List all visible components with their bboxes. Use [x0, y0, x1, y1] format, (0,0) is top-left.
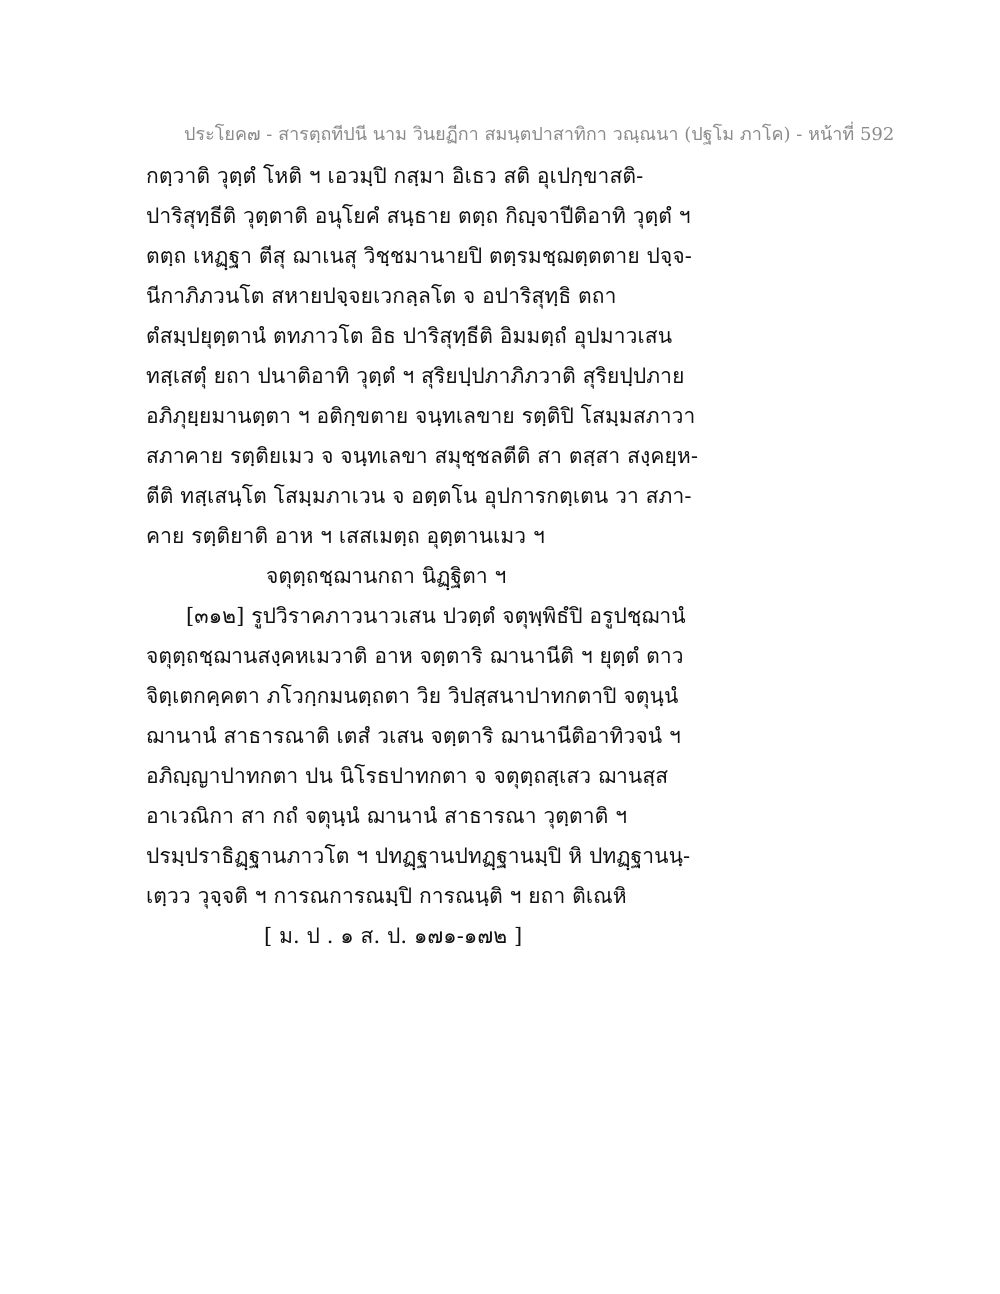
citation-reference: [ ม. ป . ๑ ส. ป. ๑๗๑-๑๗๒ ]	[264, 924, 523, 948]
paragraph-line: อภิญฺญาปาทกตา ปน นิโรธปาทกตา จ จตุตฺถสฺเสว ฌานสฺส	[146, 764, 669, 788]
section-heading: จตุตฺถชฺฌานกถา นิฏฺฐิตา ฯ	[266, 564, 507, 588]
text-line: ตีติ ทสฺเสนฺโต โสมฺมภาเวน จ อตฺตโน อุปการกตฺเตน วา สภา-	[146, 484, 692, 508]
paragraph-line: จิตฺเตกคฺคตา ภโวกฺกมนตฺถตา วิย วิปสฺสนาปาทกตาปิ จตุนฺนํ	[146, 684, 679, 708]
text-line: คาย รตฺติยาติ อาห ฯ เสสเมตฺถ อุตฺตานเมว ฯ	[146, 524, 545, 548]
text-line: สภาคาย รตฺติยเมว จ จนฺทเลขา สมุชฺชลตีติ สา ตสฺสา สงฺคยฺห-	[146, 444, 699, 468]
running-header: ประโยค๗ - สารตฺถทีปนี นาม วินยฏีกา สมนฺตปาสาทิกา วณฺณนา (ปฐโม ภาโค) - หน้าที่ 592	[184, 124, 895, 145]
text-line: นีกาภิภวนโต สหายปจฺจยเวกลฺลโต จ อปาริสุทฺธิ ตถา	[146, 284, 617, 308]
paragraph-line: เตฺวว วุจฺจติ ฯ การณการณมฺปิ การณนฺติ ฯ ยถา ติเณหิ	[146, 884, 627, 908]
text-line: อภิภุยฺยมานตฺตา ฯ อติกฺขตาย จนฺทเลขาย รตฺติปิ โสมฺมสภาวา	[146, 404, 696, 428]
paragraph-line: อาเวณิกา สา กถํ จตุนฺนํ ฌานานํ สาธารณา วุตฺตาติ ฯ	[146, 804, 628, 828]
paragraph-line: [๓๑๒] รูปวิราคภาวนาวเสน ปวตฺตํ จตุพฺพิธํปิ อรูปชฺฌานํ	[186, 604, 686, 628]
paragraph-line: ปรมฺปราธิฏฺฐานภาวโต ฯ ปทฏฺฐานปทฏฺฐานมฺปิ หิ ปทฏฺฐานนฺ-	[146, 844, 691, 868]
paragraph-line: จตุตฺถชฺฌานสงฺคหเมวาติ อาห จตฺตาริ ฌานานีติ ฯ ยุตฺตํ ตาว	[146, 644, 684, 668]
text-line: ตตฺถ เหฏฺฐา ตีสุ ฌาเนสุ วิชฺชมานายปิ ตตฺรมชฺฌตฺตตาย ปจฺจ-	[146, 244, 692, 268]
text-line: ตํสมฺปยุตฺตานํ ตทภาวโต อิธ ปาริสุทฺธีติ อิมมตฺถํ อุปมาวเสน	[146, 324, 673, 348]
text-line: กตฺวาติ วุตฺตํ โหติ ฯ เอวมฺปิ กสฺมา อิเธว สติ อุเปกฺขาสติ-	[146, 164, 644, 188]
text-line: ปาริสุทฺธีติ วุตฺตาติ อนุโยคํ สนฺธาย ตตฺถ กิญฺจาปีติอาทิ วุตฺตํ ฯ	[146, 204, 691, 228]
text-line: ทสฺเสตุํ ยถา ปนาติอาทิ วุตฺตํ ฯ สุริยปฺปภาภิภวาติ สุริยปฺปภาย	[146, 364, 685, 388]
paragraph-line: ฌานานํ สาธารณาติ เตสํ วเสน จตฺตาริ ฌานานีติอาทิวจนํ ฯ	[146, 724, 681, 748]
body-text	[146, 156, 846, 956]
